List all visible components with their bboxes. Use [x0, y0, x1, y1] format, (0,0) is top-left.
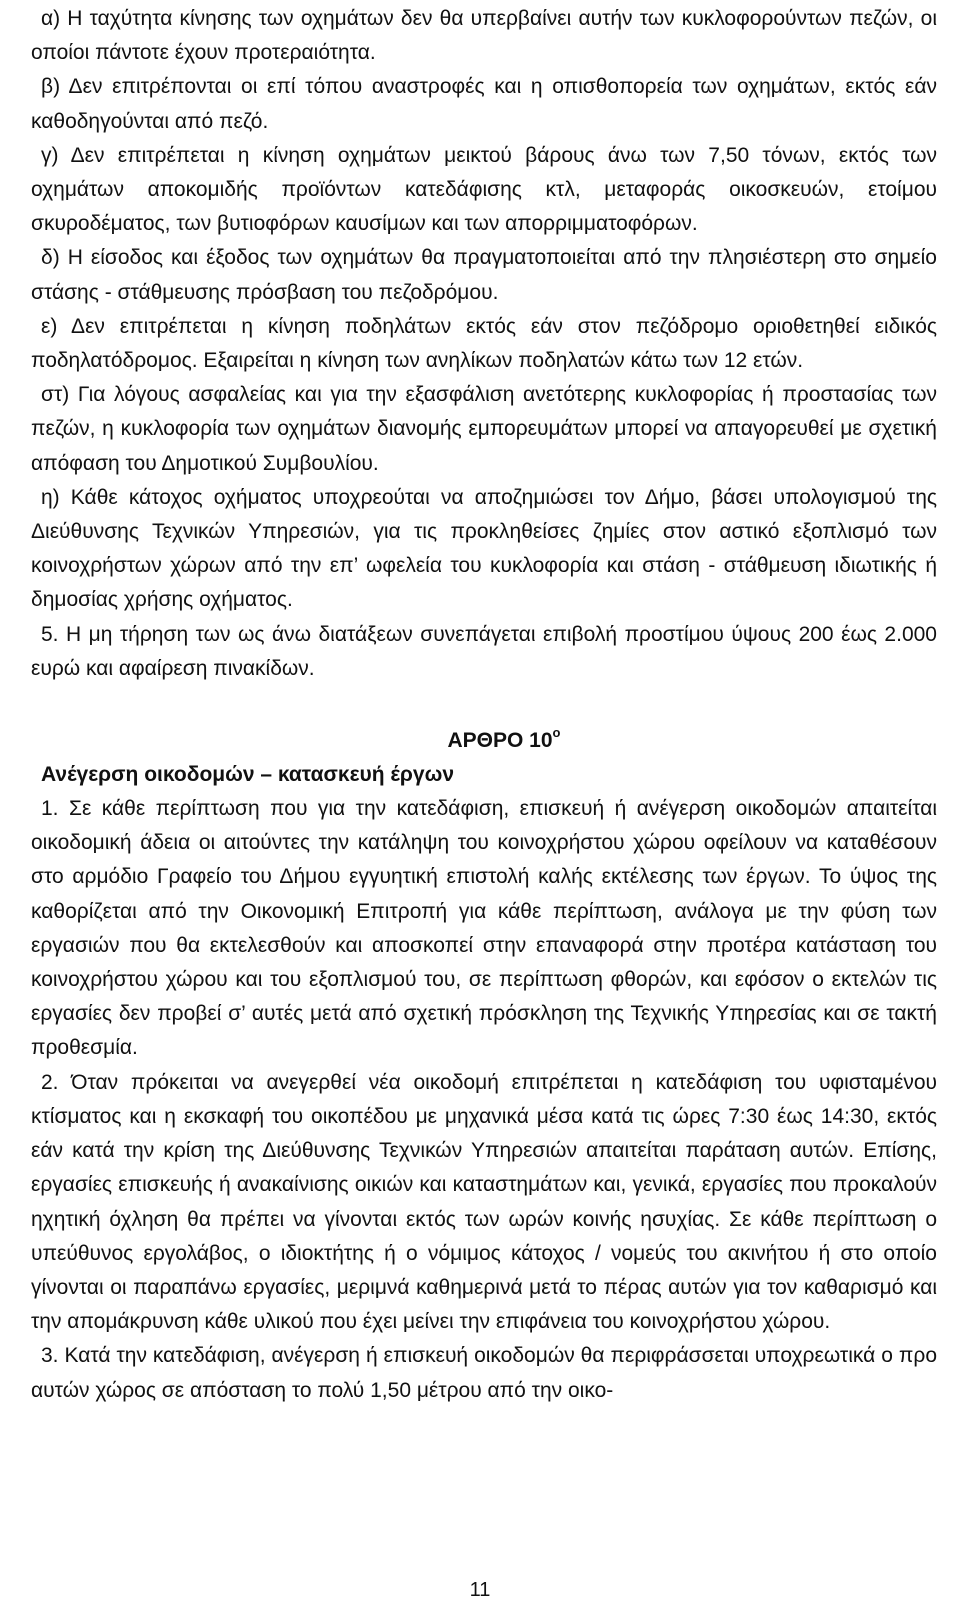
article-heading — [31, 718, 937, 758]
paragraph-5: 5. Η μη τήρηση των ως άνω διατάξεων συνεπάγεται επιβολή προστίμου ύψους 200 έως 2.000 ευρώ και αφαίρεση πινακίδων. — [31, 622, 937, 680]
section-gap — [31, 686, 937, 718]
paragraph-2: 2. Όταν πρόκειται να ανεγερθεί νέα οικοδομή επιτρέπεται η κατεδάφιση του υφισταμένου κτίσματος και η εκσκαφή του οικοπέδου με μηχανικά μέσα κατά τις ώρες 7:30 έως 14:30, εκτός εάν κατά την κρίση της Διεύθυνσης Τεχνικών Υπηρεσιών απαιτείται παράταση αυτών. Επίσης, εργασίες επισκευής ή ανακαίνισης οικιών και καταστημάτων και, γενικά, εργασίες που προκαλούν ηχητική όχληση θα πρέπει να γίνονται εκτός των ωρών κοινής ησυχίας. Σε κάθε περίπτωση ο υπεύθυνος εργολάβος, ο ιδιοκτήτης ή ο νόμιμος κάτοχος / νομεύς του ακινήτου ή στο οποίο γίνονται οι παραπάνω εργασίες, μεριμνά καθημερινά μετά το πέρας αυτών για τον καθαρισμό και την απομάκρυνση κάθε υλικού που έχει μείνει την επιφάνεια του κοινοχρήστου χώρου. — [31, 1070, 937, 1334]
paragraph-st: στ) Για λόγους ασφαλείας και για την εξασφάλιση ανετότερης κυκλοφορίας ή προστασίας των πεζών, η κυκλοφορία των οχημάτων διανομής εμπορευμάτων μπορεί να απαγορευθεί με σχετική απόφαση του Δημοτικού Συμβουλίου. — [31, 383, 937, 475]
paragraph-1: 1. Σε κάθε περίπτωση που για την κατεδάφιση, επισκευή ή ανέγερση οικοδομών απαιτείται οικοδομική άδεια οι αιτούντες την κατάληψη του κοινοχρήστου χώρου οφείλουν να καταθέσουν στο αρμόδιο Γραφείο του Δήμου εγγυητική επιστολή καλής εκτέλεσης των έργων. Το ύψος της καθορίζεται από την Οικονομική Επιτροπή για κάθε περίπτωση, ανάλογα με την φύση των εργασιών που θα εκτελεσθούν και αποσκοπεί στην επαναφορά στην προτέρα κατάσταση του κοινοχρήστου χώρου και του εξοπλισμού του, σε περίπτωση φθορών, και εφόσον ο εκτελών τις εργασίες δεν προβεί σ’ αυτές μετά από σχετική πρόσκληση της Τεχνικής Υπηρεσίας και σε τακτή προθεσμία. — [31, 797, 937, 1060]
paragraph-alpha: α) Η ταχύτητα κίνησης των οχημάτων δεν θα υπερβαίνει αυτήν των κυκλοφορούντων πεζών, οι οποίοι πάντοτε έχουν προτεραιότητα. — [31, 7, 937, 65]
article-heading-text: ΑΡΘΡΟ 10 — [447, 729, 553, 753]
paragraph-epsilon: ε) Δεν επιτρέπεται η κίνηση ποδηλάτων εκτός εάν στον πεζόδρομο οριοθετηθεί ειδικός ποδηλατόδρομος. Εξαιρείται η κίνηση των ανηλίκων ποδηλατών κάτω των 12 ετών. — [31, 314, 937, 373]
paragraphs-before — [31, 2, 937, 686]
page-number: 11 — [469, 1579, 491, 1601]
article-subtitle: Ανέγερση οικοδομών – κατασκευή έργων — [41, 763, 454, 787]
paragraph-3: 3. Κατά την κατεδάφιση, ανέγερση ή επισκευή οικοδομών θα περιφράσσεται υποχρεωτικά ο προ αυτών χώρος σε απόσταση το πολύ 1,50 μέτρου από την οικο- — [31, 1344, 937, 1402]
document-page — [31, 0, 937, 1408]
paragraph-eta: η) Κάθε κάτοχος οχήματος υποχρεούται να αποζημιώσει τον Δήμο, βάσει υπολογισμού της Διεύθυνσης Τεχνικών Υπηρεσιών, για τις προκληθείσες ζημίες στον αστικό εξοπλισμό των κοινοχρήστων χώρων από την επ’ ωφελεία του κυκλοφορία και στάση - στάθμευση ιδιωτικής ή δημοσίας χρήσης οχήματος. — [31, 485, 937, 612]
paragraph-beta: β) Δεν επιτρέπονται οι επί τόπου αναστροφές και η οπισθοπορεία των οχημάτων, εκτός εάν καθοδηγούνται από πεζό. — [31, 75, 937, 133]
article-heading-sup: ο — [552, 725, 561, 741]
paragraph-gamma: γ) Δεν επιτρέπεται η κίνηση οχημάτων μεικτού βάρους άνω των 7,50 τόνων, εκτός των οχημάτων αποκομιδής προϊόντων κατεδάφισης κτλ, μεταφοράς οικοσκευών, ετοίμου σκυροδέματος, των βυτιοφόρων καυσίμων και των απορριμματοφόρων. — [31, 143, 937, 236]
paragraph-delta: δ) Η είσοδος και έξοδος των οχημάτων θα πραγματοποιείται από την πλησιέστερη στο σημείο στάσης - στάθμευσης πρόσβαση του πεζοδρόμου. — [31, 246, 937, 304]
paragraphs-after — [31, 792, 937, 1408]
